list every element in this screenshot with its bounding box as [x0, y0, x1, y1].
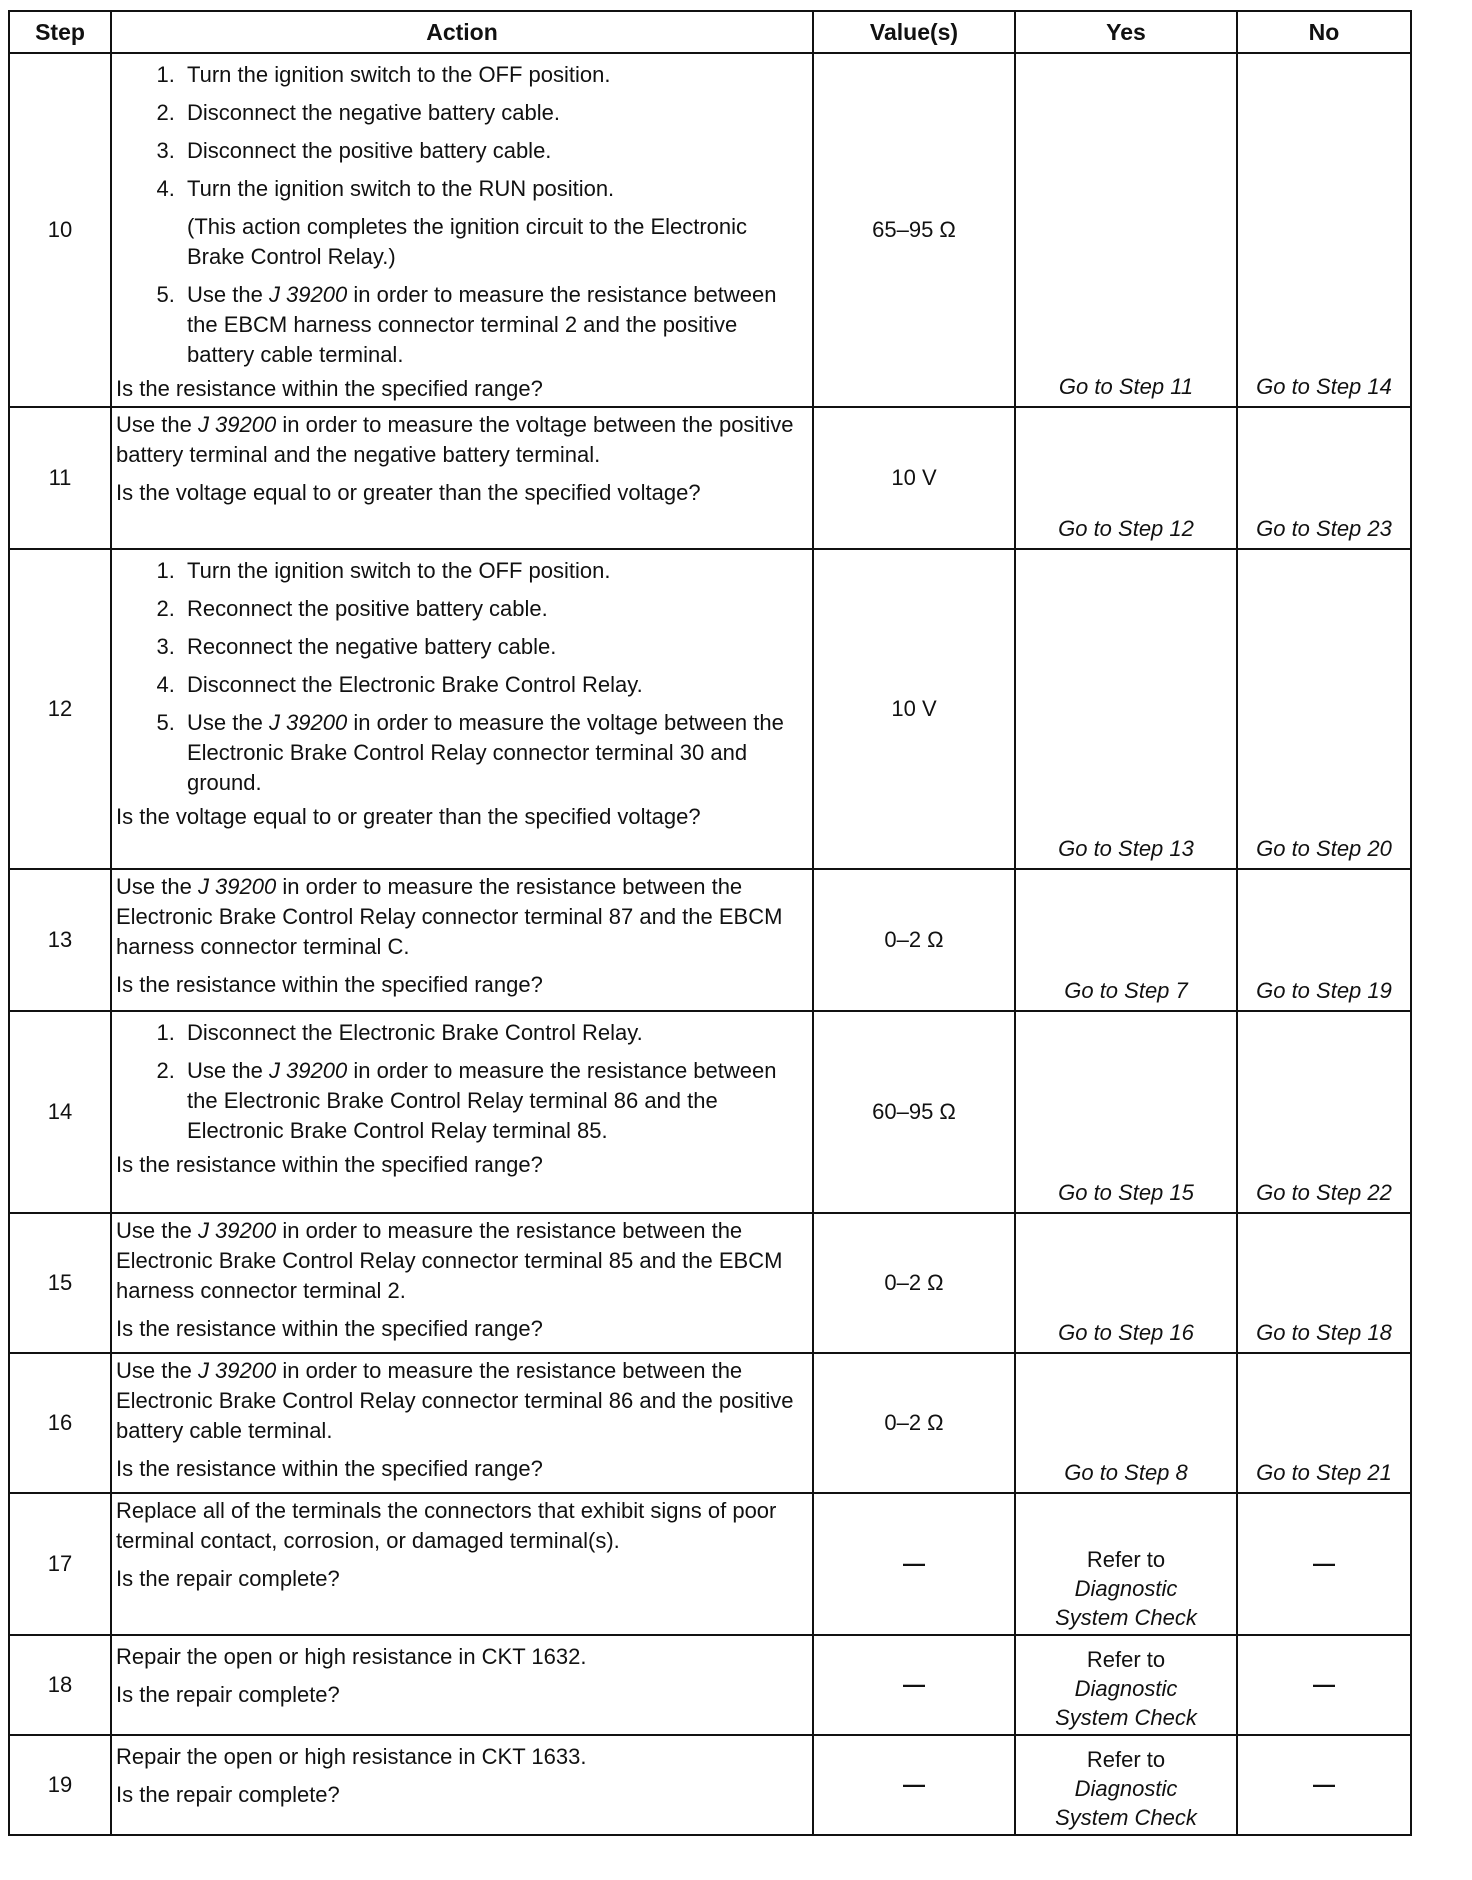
step-number: 10 — [9, 53, 111, 407]
action-cell — [111, 549, 813, 869]
value-cell: — — [813, 1735, 1015, 1835]
text-segment: Use the — [116, 412, 198, 437]
table-row — [9, 869, 1411, 1011]
yes-cell: Go to Step 15 — [1015, 1011, 1237, 1213]
yes-cell — [1015, 1493, 1237, 1635]
action-question: Is the voltage equal to or greater than the specified voltage? — [116, 804, 701, 829]
text-segment: in order to measure the resistance between the Electronic Brake Control Relay connector terminal 86 and the positive battery cable terminal. — [116, 1358, 794, 1443]
list-item: 4. Disconnect the Electronic Brake Control Relay. — [181, 670, 804, 700]
action-list — [116, 56, 804, 370]
text-segment: in order to measure the resistance between the Electronic Brake Control Relay connector terminal 87 and the EBCM harness connector terminal C. — [116, 874, 783, 959]
tool-name: J 39200 — [197, 412, 277, 437]
no-cell: Go to Step 22 — [1237, 1011, 1411, 1213]
action-text — [116, 1216, 804, 1306]
list-item: 3. Disconnect the positive battery cable. — [181, 136, 804, 166]
value-cell: 10 V — [813, 407, 1015, 549]
step-number: 16 — [9, 1353, 111, 1493]
step-number: 13 — [9, 869, 111, 1011]
table-row — [9, 1011, 1411, 1213]
step-number: 17 — [9, 1493, 111, 1635]
list-item: 3. Reconnect the negative battery cable. — [181, 632, 804, 662]
no-cell: Go to Step 23 — [1237, 407, 1411, 549]
list-item: 2. Disconnect the negative battery cable. — [181, 98, 804, 128]
refer-to-text: Refer to — [1086, 1547, 1166, 1572]
table-row — [9, 1635, 1411, 1735]
list-item-text: Turn the ignition switch to the RUN position. — [187, 176, 615, 201]
text-segment: Use the — [187, 282, 269, 307]
refer-to-text: Refer to — [1086, 1747, 1166, 1772]
system-check-link: System Check — [1055, 1805, 1197, 1830]
tool-name: J 39200 — [268, 710, 348, 735]
value-cell: — — [813, 1493, 1015, 1635]
step-number: 15 — [9, 1213, 111, 1353]
action-question: Is the repair complete? — [116, 1566, 340, 1591]
value-cell: 10 V — [813, 549, 1015, 869]
yes-cell: Go to Step 8 — [1015, 1353, 1237, 1493]
no-cell: Go to Step 18 — [1237, 1213, 1411, 1353]
step-number: 12 — [9, 549, 111, 869]
value-cell: 60–95 Ω — [813, 1011, 1015, 1213]
diagnostic-table — [8, 10, 1412, 1836]
list-item — [181, 174, 804, 272]
no-cell: Go to Step 20 — [1237, 549, 1411, 869]
yes-cell: Go to Step 12 — [1015, 407, 1237, 549]
text-segment: Use the — [187, 710, 269, 735]
system-check-link: System Check — [1055, 1605, 1197, 1630]
tool-name: J 39200 — [268, 1058, 348, 1083]
no-cell: Go to Step 14 — [1237, 53, 1411, 407]
action-text: Replace all of the terminals the connectors that exhibit signs of poor terminal contact, corrosion, or damaged terminal(s). — [116, 1498, 777, 1553]
value-cell: 0–2 Ω — [813, 869, 1015, 1011]
no-cell: — — [1237, 1735, 1411, 1835]
action-cell — [111, 1493, 813, 1635]
yes-cell: Go to Step 16 — [1015, 1213, 1237, 1353]
table-row — [9, 1353, 1411, 1493]
yes-cell: Go to Step 7 — [1015, 869, 1237, 1011]
table-row — [9, 1493, 1411, 1635]
tool-name: J 39200 — [197, 1358, 277, 1383]
value-cell: 0–2 Ω — [813, 1213, 1015, 1353]
text-segment: Use the — [187, 1058, 269, 1083]
action-question: Is the resistance within the specified range? — [116, 1456, 543, 1481]
no-cell: — — [1237, 1635, 1411, 1735]
table-header-row — [9, 11, 1411, 53]
list-item: 1. Disconnect the Electronic Brake Control Relay. — [181, 1018, 804, 1048]
action-list — [116, 552, 804, 798]
action-cell — [111, 1011, 813, 1213]
action-question: Is the repair complete? — [116, 1682, 340, 1707]
step-number: 19 — [9, 1735, 111, 1835]
action-question: Is the resistance within the specified range? — [116, 972, 543, 997]
action-text — [116, 872, 804, 962]
action-text — [116, 1356, 804, 1446]
action-cell — [111, 1635, 813, 1735]
value-cell: 65–95 Ω — [813, 53, 1015, 407]
table-row — [9, 1213, 1411, 1353]
step-number: 11 — [9, 407, 111, 549]
list-item: 2. Reconnect the positive battery cable. — [181, 594, 804, 624]
no-cell: Go to Step 21 — [1237, 1353, 1411, 1493]
action-question: Is the resistance within the specified range? — [116, 1316, 543, 1341]
list-item — [181, 708, 804, 798]
yes-cell — [1015, 1735, 1237, 1835]
action-cell — [111, 1353, 813, 1493]
text-segment: Use the — [116, 1358, 198, 1383]
action-text: Repair the open or high resistance in CKT 1632. — [116, 1644, 587, 1669]
diagnostic-link: Diagnostic — [1074, 1676, 1178, 1701]
system-check-link: System Check — [1055, 1705, 1197, 1730]
no-cell: — — [1237, 1493, 1411, 1635]
diagnostic-link: Diagnostic — [1074, 1776, 1178, 1801]
action-cell — [111, 869, 813, 1011]
no-cell: Go to Step 19 — [1237, 869, 1411, 1011]
tool-name: J 39200 — [197, 874, 277, 899]
list-item: 1. Turn the ignition switch to the OFF position. — [181, 556, 804, 586]
step-number: 18 — [9, 1635, 111, 1735]
value-cell: 0–2 Ω — [813, 1353, 1015, 1493]
text-segment: in order to measure the voltage between the Electronic Brake Control Relay connector terminal 30 and ground. — [187, 710, 784, 795]
action-question: Is the voltage equal to or greater than the specified voltage? — [116, 480, 701, 505]
value-cell: — — [813, 1635, 1015, 1735]
table-row — [9, 407, 1411, 549]
header-no: No — [1237, 11, 1411, 53]
yes-cell: Go to Step 13 — [1015, 549, 1237, 869]
table-row — [9, 53, 1411, 407]
action-text — [116, 410, 804, 470]
text-segment: in order to measure the resistance between the Electronic Brake Control Relay connector terminal 85 and the EBCM harness connector terminal 2. — [116, 1218, 783, 1303]
text-segment: in order to measure the voltage between the positive battery terminal and the negative battery terminal. — [116, 412, 794, 467]
action-note: (This action completes the ignition circuit to the Electronic Brake Control Relay.) — [187, 214, 748, 269]
header-action: Action — [111, 11, 813, 53]
action-cell — [111, 1735, 813, 1835]
text-segment: Use the — [116, 874, 198, 899]
tool-name: J 39200 — [197, 1218, 277, 1243]
yes-cell — [1015, 1635, 1237, 1735]
diagnostic-link: Diagnostic — [1074, 1576, 1178, 1601]
step-number: 14 — [9, 1011, 111, 1213]
action-question: Is the repair complete? — [116, 1782, 340, 1807]
refer-to-text: Refer to — [1086, 1647, 1166, 1672]
action-cell — [111, 1213, 813, 1353]
list-item: 1. Turn the ignition switch to the OFF position. — [181, 60, 804, 90]
action-question: Is the resistance within the specified range? — [116, 376, 543, 401]
action-text: Repair the open or high resistance in CKT 1633. — [116, 1744, 587, 1769]
tool-name: J 39200 — [268, 282, 348, 307]
list-item — [181, 280, 804, 370]
header-value: Value(s) — [813, 11, 1015, 53]
header-yes: Yes — [1015, 11, 1237, 53]
text-segment: in order to measure the resistance between the EBCM harness connector terminal 2 and the positive battery cable terminal. — [187, 282, 777, 367]
action-question: Is the resistance within the specified range? — [116, 1152, 543, 1177]
header-step: Step — [9, 11, 111, 53]
text-segment: Use the — [116, 1218, 198, 1243]
table-row — [9, 549, 1411, 869]
action-cell — [111, 53, 813, 407]
yes-cell: Go to Step 11 — [1015, 53, 1237, 407]
action-list — [116, 1014, 804, 1146]
text-segment: in order to measure the resistance between the Electronic Brake Control Relay terminal 86 and the Electronic Brake Control Relay terminal 85. — [187, 1058, 777, 1143]
table-row — [9, 1735, 1411, 1835]
list-item — [181, 1056, 804, 1146]
action-cell — [111, 407, 813, 549]
